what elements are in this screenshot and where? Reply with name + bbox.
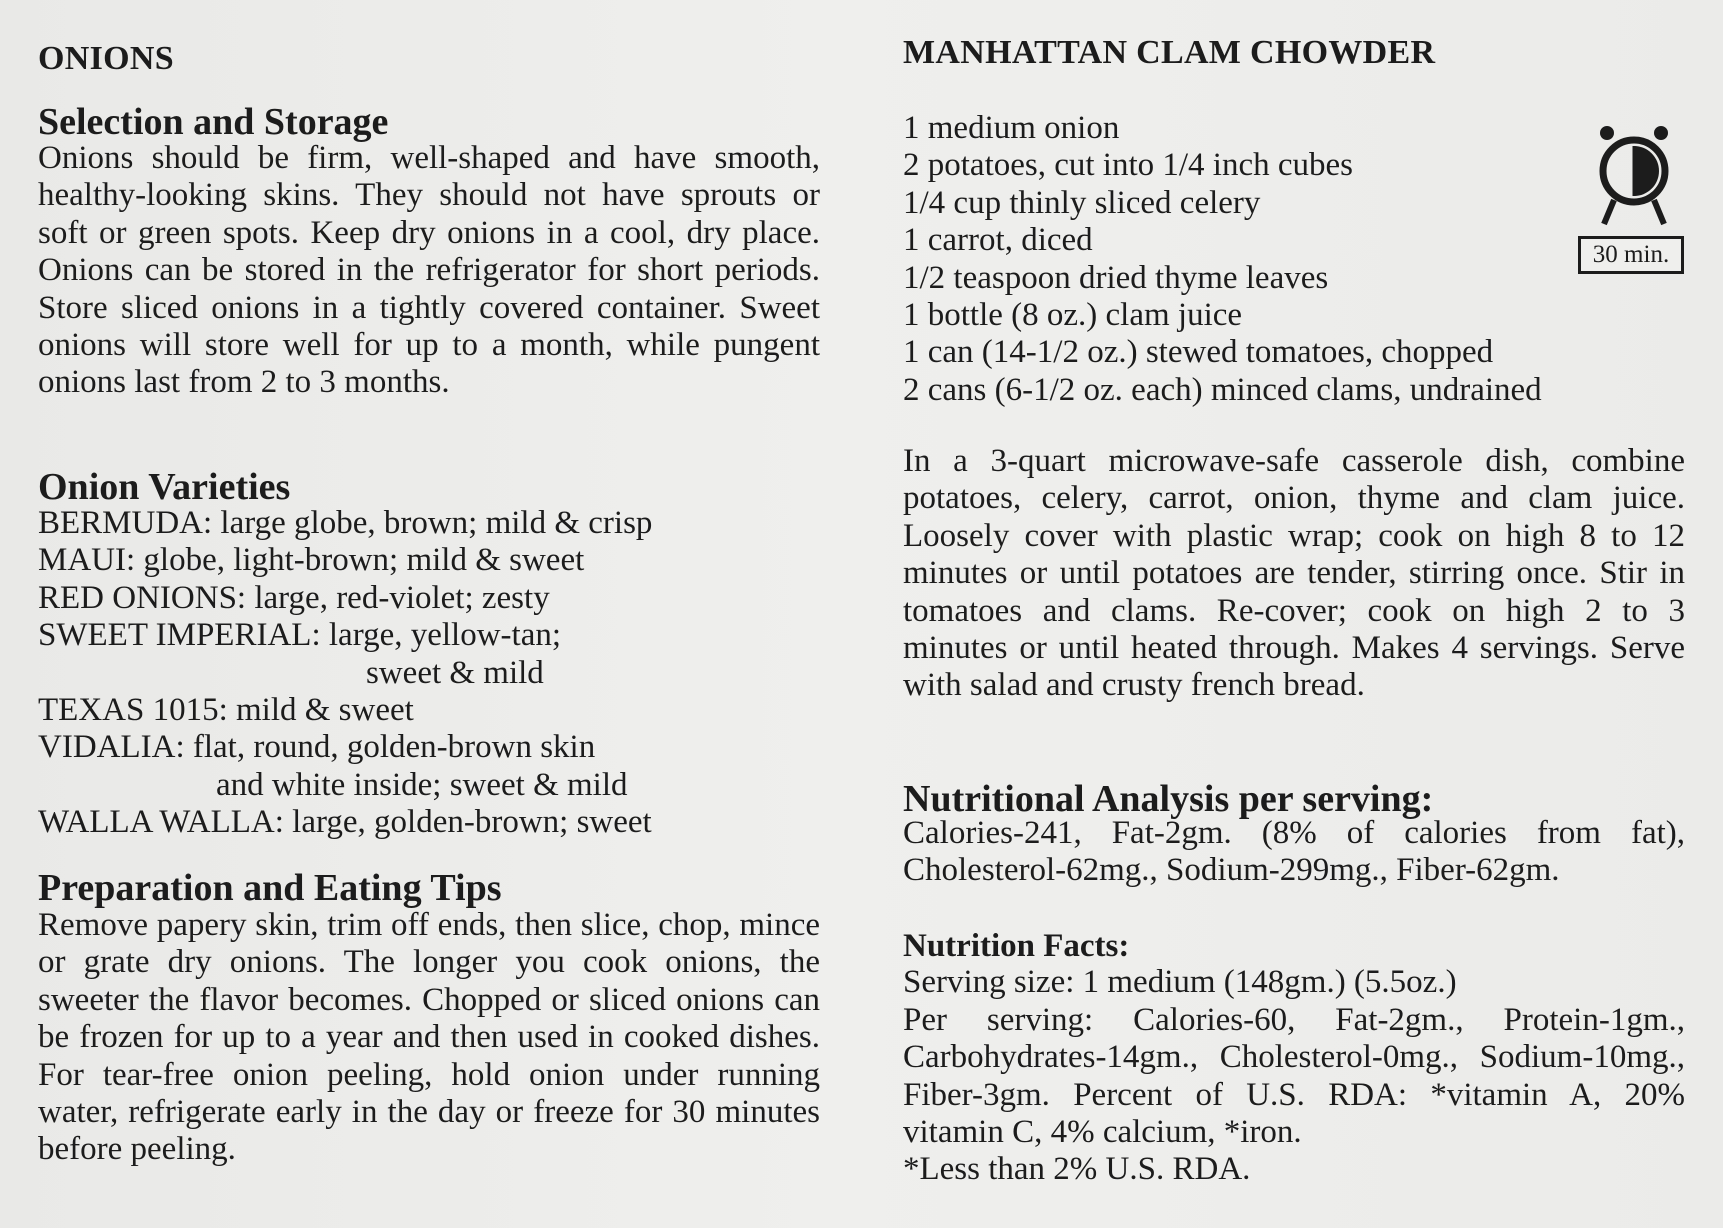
variety-line: BERMUDA: large globe, brown; mild & crisp	[38, 505, 653, 541]
ingredients-list	[903, 110, 1542, 409]
ingredient-item: 1 carrot, diced	[903, 222, 1093, 259]
varieties-list	[38, 505, 652, 842]
ingredient-item: 1 can (14-1/2 oz.) stewed tomatoes, chopped	[903, 334, 1494, 371]
variety-item	[38, 729, 652, 804]
ingredient-item: 1/2 teaspoon dried thyme leaves	[903, 259, 1329, 296]
prep-body: Remove papery skin, trim off ends, then slice, chop, mince or grate dry onions. The longer you cook onions, the sweeter the flavor becomes. Chopped or sliced onions can be frozen for up to a year and then used in cooked dishes. For tear-free onion peeling, hold onion under running water, refrigerate early in the day or freeze for 30 minutes before peeling.	[38, 907, 820, 1168]
variety-continuation: sweet & mild	[366, 654, 544, 691]
ingredient-item: 1 medium onion	[903, 110, 1120, 146]
variety-line: WALLA WALLA: large, golden-brown; sweet	[38, 804, 652, 841]
selection-heading: Selection and Storage	[38, 101, 389, 143]
facts-heading: Nutrition Facts:	[903, 928, 1130, 964]
variety-item	[38, 692, 652, 729]
analysis-body: Calories-241, Fat-2gm. (8% of calories from fat), Cholesterol-62mg., Sodium-299mg., Fiber-62gm.	[903, 815, 1685, 889]
variety-line: TEXAS 1015: mild & sweet	[38, 692, 414, 729]
variety-line: SWEET IMPERIAL: large, yellow-tan;	[38, 617, 562, 654]
variety-item	[38, 542, 652, 579]
cook-time-label: 30 min.	[1578, 236, 1684, 274]
ingredient-item: 1/4 cup thinly sliced celery	[903, 184, 1261, 221]
variety-line: RED ONIONS: large, red-violet; zesty	[38, 579, 550, 616]
selection-body: Onions should be firm, well-shaped and have smooth, healthy-looking skins. They should not have sprouts or soft or green spots. Keep dry onions in a cool, dry place. Onions can be stored in the refrigerator for short periods. Store sliced onions in a tightly covered container. Sweet onions will store well for up to a month, while pungent onions last from 2 to 3 months.	[38, 140, 820, 401]
facts-serving: Serving size: 1 medium (148gm.) (5.5oz.)	[903, 964, 1457, 1000]
prep-heading: Preparation and Eating Tips	[38, 867, 502, 909]
facts-footnote: *Less than 2% U.S. RDA.	[903, 1151, 1251, 1187]
variety-item	[38, 617, 652, 692]
ingredient-item: 2 cans (6-1/2 oz. each) minced clams, undrained	[903, 371, 1542, 408]
variety-line: VIDALIA: flat, round, golden-brown skin	[38, 729, 596, 766]
facts-body: Per serving: Calories-60, Fat-2gm., Protein-1gm., Carbohydrates-14gm., Cholesterol-0mg., Sodium-10mg., Fiber-3gm. Percent of U.S. RDA: *vitamin A, 20% vitamin C, 4% calcium, *iron.	[903, 1002, 1685, 1151]
variety-continuation: and white inside; sweet & mild	[216, 766, 628, 803]
variety-item	[38, 505, 652, 542]
recipe-title: MANHATTAN CLAM CHOWDER	[903, 34, 1436, 71]
onions-title: ONIONS	[38, 40, 174, 77]
ingredient-item: 2 potatoes, cut into 1/4 inch cubes	[903, 147, 1353, 184]
variety-line: MAUI: globe, light-brown; mild & sweet	[38, 542, 585, 579]
variety-item	[38, 580, 652, 617]
varieties-heading: Onion Varieties	[38, 466, 291, 508]
directions-body: In a 3-quart microwave-safe casserole dish, combine potatoes, celery, carrot, onion, thyme and clam juice. Loosely cover with plastic wrap; cook on high 8 to 12 minutes or until potatoes are tender, stirring once. Stir in tomatoes and clams. Re-cover; cook on high 2 to 3 minutes or until heated through. Makes 4 servings. Serve with salad and crusty french bread.	[903, 443, 1685, 704]
ingredient-item: 1 bottle (8 oz.) clam juice	[903, 297, 1243, 334]
cook-time-indicator	[1578, 124, 1688, 276]
analysis-heading: Nutritional Analysis per serving:	[903, 778, 1434, 820]
variety-item	[38, 804, 652, 841]
alarm-clock-icon	[1596, 124, 1672, 234]
